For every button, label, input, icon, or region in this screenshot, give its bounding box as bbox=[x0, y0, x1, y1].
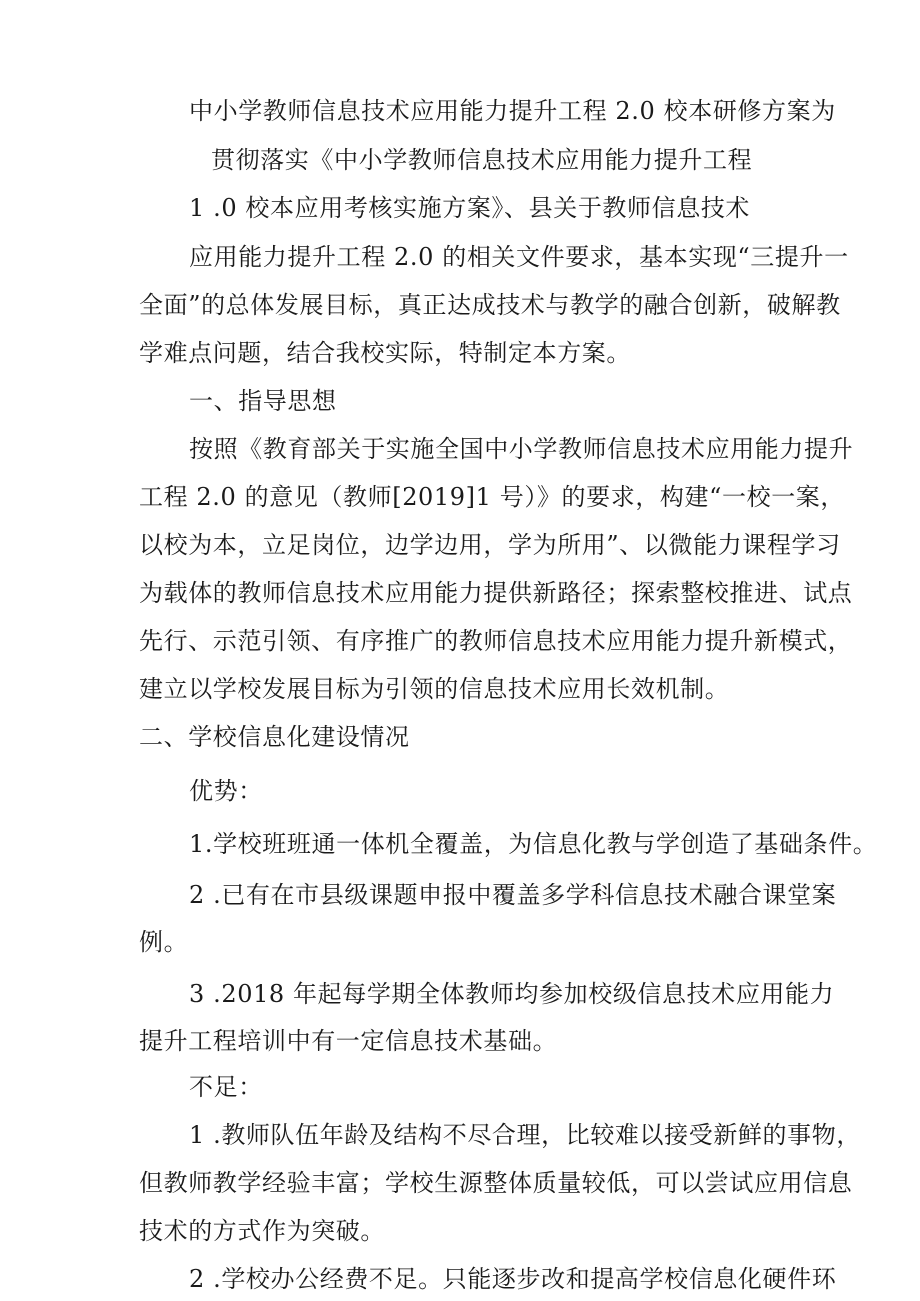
advantage-item-3-line-2: 提升工程培训中有一定信息技术基础。 bbox=[139, 1027, 558, 1055]
advantages-label: 优势： bbox=[189, 777, 263, 805]
shortcoming-item-1-line-2: 但教师教学经验丰富；学校生源整体质量较低，可以尝试应用信息 bbox=[139, 1169, 853, 1197]
title-line-1: 中小学教师信息技术应用能力提升工程 2.0 校本研修方案为 bbox=[189, 97, 836, 125]
shortcoming-item-1-line-1: 1 .教师队伍年龄及结构不尽合理，比较难以接受新鲜的事物， bbox=[189, 1121, 861, 1149]
guiding-line-1: 按照《教育部关于实施全国中小学教师信息技术应用能力提升 bbox=[189, 435, 854, 463]
advantage-item-3-line-1: 3 .2018 年起每学期全体教师均参加校级信息技术应用能力 bbox=[189, 980, 835, 1008]
advantage-item-2-line-1: 2 .已有在市县级课题申报中覆盖多学科信息技术融合课堂案 bbox=[189, 881, 837, 909]
guiding-line-6: 建立以学校发展目标为引领的信息技术应用长效机制。 bbox=[139, 675, 730, 703]
section-heading-informatization: 二、学校信息化建设情况 bbox=[139, 723, 410, 751]
guiding-line-2: 工程 2.0 的意见（教师[2019]1 号）》的要求，构建“一校一案， bbox=[139, 483, 845, 511]
advantage-item-1: 1.学校班班通一体机全覆盖，为信息化教与学创造了基础条件。 bbox=[189, 830, 878, 858]
title-line-3: 1 .0 校本应用考核实施方案》、县关于教师信息技术 bbox=[189, 194, 751, 222]
guiding-line-3: 以校为本，立足岗位，边学边用，学为所用”、以微能力课程学习 bbox=[139, 531, 841, 559]
title-line-2: 贯彻落实《中小学教师信息技术应用能力提升工程 bbox=[211, 146, 753, 174]
intro-line-3: 学难点问题，结合我校实际，特制定本方案。 bbox=[139, 339, 631, 367]
section-heading-guiding-thought: 一、指导思想 bbox=[189, 387, 337, 415]
advantage-item-2-line-2: 例。 bbox=[139, 928, 189, 956]
intro-line-1: 应用能力提升工程 2.0 的相关文件要求，基本实现“三提升一 bbox=[189, 243, 849, 271]
shortcoming-item-1-line-3: 技术的方式作为突破。 bbox=[139, 1217, 385, 1245]
guiding-line-4: 为载体的教师信息技术应用能力提供新路径；探索整校推进、试点 bbox=[139, 579, 853, 607]
shortcomings-label: 不足： bbox=[189, 1073, 263, 1101]
guiding-line-5: 先行、示范引领、有序推广的教师信息技术应用能力提升新模式， bbox=[139, 627, 853, 655]
shortcoming-item-2-line-1: 2 .学校办公经费不足。只能逐步改和提高学校信息化硬件环 bbox=[189, 1265, 837, 1293]
intro-line-2: 全面”的总体发展目标，真正达成技术与教学的融合创新，破解教 bbox=[139, 291, 841, 319]
